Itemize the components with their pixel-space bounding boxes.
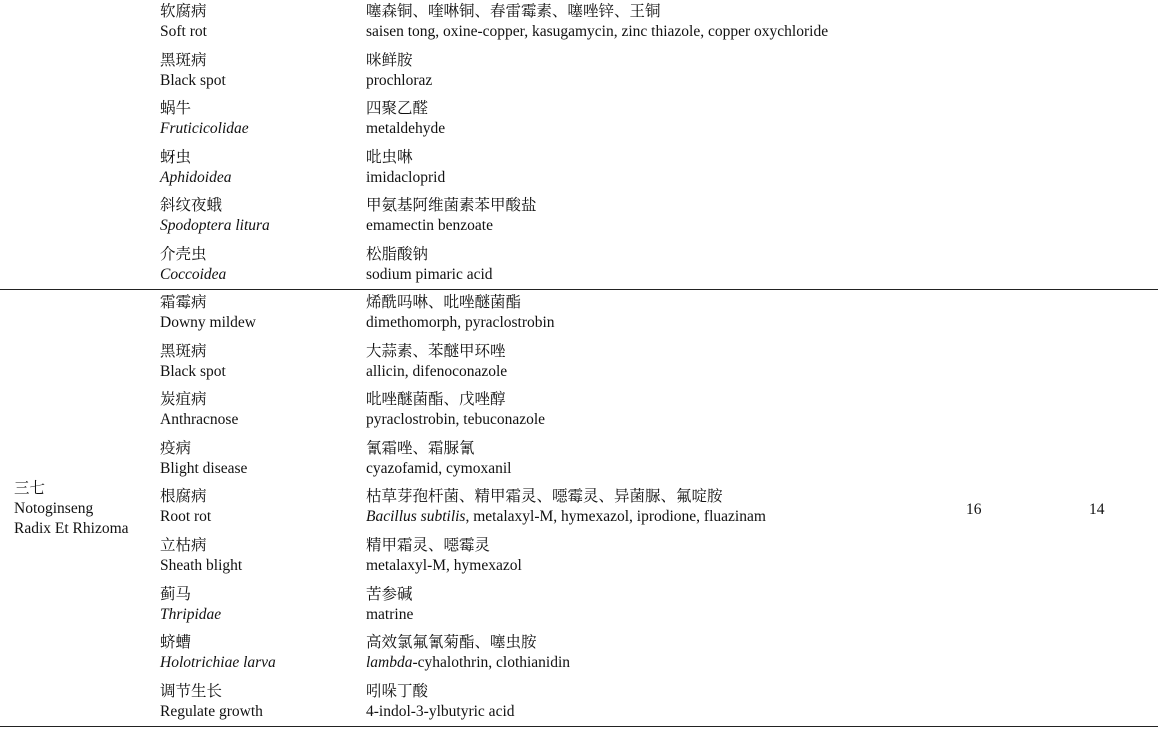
table-row: [0, 244, 1158, 292]
table-row: [0, 486, 1158, 534]
pesticide-name-zh: 苦参碱: [366, 585, 413, 603]
table-row: [0, 292, 1158, 340]
pesticide-name-en-segment: 4-indol-3-ylbutyric acid: [366, 702, 515, 720]
pesticide-name-en-segment: metalaxyl-M, hymexazol: [366, 557, 522, 574]
pesticide-name-en-segment: pyraclostrobin, tebuconazole: [366, 411, 546, 429]
target-name-en: Thripidae: [160, 605, 222, 623]
pesticide-cell: [366, 390, 545, 430]
pesticide-name-en: [366, 216, 537, 236]
target-name-zh: 蛴螬: [160, 634, 192, 652]
pesticide-name-en-segment: imidacloprid: [366, 168, 446, 186]
pesticide-name-zh: 枯草芽孢杆菌、精甲霜灵、噁霉灵、异菌脲、氟啶胺: [366, 488, 723, 506]
target-cell: [160, 536, 242, 576]
pesticide-name-zh: 松脂酸钠: [366, 246, 429, 263]
target-cell: [160, 633, 276, 673]
target-name-en: Blight disease: [160, 459, 248, 477]
target-cell: [160, 293, 256, 333]
pesticide-cell: [366, 342, 507, 382]
target-name-zh: 立枯病: [160, 537, 207, 554]
target-name-zh: 黑斑病: [160, 342, 207, 360]
pesticide-name-en: [366, 71, 432, 91]
pesticide-name-en: [366, 605, 413, 625]
pesticide-name-en: [366, 362, 507, 382]
crop-name-en-line2: Radix Et Rhizoma: [14, 520, 129, 537]
table-row: [0, 341, 1158, 389]
pesticide-cell: [366, 99, 445, 139]
target-name-zh: 介壳虫: [160, 246, 207, 263]
target-name-zh: 调节生长: [160, 682, 223, 700]
pesticide-name-en-segment: saisen tong, oxine-copper, kasugamycin, zinc thiazole, copper oxychloride: [366, 23, 829, 40]
pesticide-cell: [366, 487, 766, 527]
pesticide-name-zh: 烯酰吗啉、吡唑醚菌酯: [366, 294, 522, 311]
table-row: [0, 147, 1158, 195]
pesticide-name-zh: 精甲霜灵、噁霉灵: [366, 537, 491, 554]
table-row: [0, 195, 1158, 243]
pesticide-name-en: [366, 507, 766, 527]
target-cell: [160, 682, 263, 722]
pesticide-cell: [366, 293, 555, 333]
pesticide-name-en: [366, 653, 570, 673]
pesticide-name-zh: 甲氨基阿维菌素苯甲酸盐: [366, 197, 537, 215]
pesticide-name-en-segment: metaldehyde: [366, 120, 446, 138]
pesticide-name-en-segment: -cyhalothrin, clothianidin: [412, 654, 571, 672]
table-row: [0, 584, 1158, 632]
pesticide-name-zh: 吡唑醚菌酯、戊唑醇: [366, 391, 506, 409]
pesticide-cell: [366, 148, 445, 188]
target-name-en: Fruticicolidae: [160, 120, 249, 138]
crop-name-en-line1: Notoginseng: [14, 500, 94, 517]
target-name-zh: 蜗牛: [160, 100, 192, 118]
table-row: [0, 681, 1158, 729]
pesticide-cell: [366, 2, 828, 42]
pesticide-name-en-segment: matrine: [366, 605, 414, 623]
target-name-en: Anthracnose: [160, 411, 239, 429]
target-cell: [160, 245, 226, 285]
pesticide-name-en-segment: Bacillus subtilis: [366, 508, 466, 526]
pesticide-name-en-segment: prochloraz: [366, 71, 433, 89]
target-name-en: Spodoptera litura: [160, 217, 270, 235]
table-row: [0, 389, 1158, 437]
pesticide-name-en-segment: sodium pimaric acid: [366, 266, 493, 283]
target-name-zh: 软腐病: [160, 3, 207, 20]
target-name-en: Downy mildew: [160, 314, 257, 331]
pesticide-cell: [366, 439, 511, 479]
target-name-en: Black spot: [160, 362, 226, 380]
target-name-en: Root rot: [160, 508, 212, 526]
pesticide-cell: [366, 245, 493, 285]
target-name-zh: 蚜虫: [160, 148, 192, 166]
table-bottom-rule: [0, 726, 1158, 727]
pesticide-name-en: [366, 556, 522, 576]
target-name-en: Black spot: [160, 71, 226, 89]
pesticide-name-zh: 大蒜素、苯醚甲环唑: [366, 342, 506, 360]
pesticide-cell: [366, 51, 432, 91]
group-divider: [0, 289, 1158, 290]
target-name-zh: 炭疽病: [160, 391, 207, 409]
pesticide-name-en: [366, 265, 493, 285]
target-name-zh: 黑斑病: [160, 51, 207, 69]
target-name-en: Holotrichiae larva: [160, 654, 276, 672]
table-row: [0, 535, 1158, 583]
target-cell: [160, 390, 238, 430]
target-name-en: Sheath blight: [160, 557, 243, 574]
pesticide-name-zh: 噻森铜、喹啉铜、春雷霉素、噻唑锌、王铜: [366, 3, 661, 20]
pesticide-name-zh: 吡虫啉: [366, 148, 413, 166]
pesticide-name-en-segment: emamectin benzoate: [366, 217, 493, 235]
target-cell: [160, 148, 231, 188]
pesticide-name-en-segment: allicin, difenoconazole: [366, 362, 508, 380]
table-row: [0, 50, 1158, 98]
pesticide-cell: [366, 633, 570, 673]
target-name-zh: 斜纹夜蛾: [160, 197, 223, 215]
target-name-en: Coccoidea: [160, 266, 227, 283]
pesticide-name-en: [366, 168, 445, 188]
pesticide-name-zh: 高效氯氟氰菊酯、噻虫胺: [366, 634, 537, 652]
pesticide-name-en: [366, 459, 511, 479]
target-name-en: Regulate growth: [160, 702, 263, 720]
count-cell-a: 16: [966, 501, 982, 518]
target-cell: [160, 2, 207, 42]
target-name-zh: 疫病: [160, 439, 192, 457]
count-cell-b: 14: [1089, 501, 1105, 518]
target-name-zh: 根腐病: [160, 488, 207, 506]
table-row: [0, 632, 1158, 680]
pesticide-cell: [366, 682, 515, 722]
target-cell: [160, 439, 247, 479]
pesticide-cell: [366, 536, 522, 576]
pesticide-name-en-segment: dimethomorph, pyraclostrobin: [366, 314, 555, 331]
pesticide-name-zh: 咪鲜胺: [366, 51, 413, 69]
target-cell: [160, 51, 226, 91]
pesticide-name-en-segment: lambda: [366, 654, 413, 672]
pesticide-name-en: [366, 313, 555, 333]
pesticide-name-en: [366, 410, 545, 430]
target-cell: [160, 342, 226, 382]
target-cell: [160, 99, 249, 139]
target-cell: [160, 487, 211, 527]
pesticide-name-zh: 吲哚丁酸: [366, 682, 429, 700]
pesticide-cell: [366, 196, 537, 236]
pesticide-name-en: [366, 119, 445, 139]
pesticide-cell: [366, 585, 413, 625]
crop-name-zh: 三七: [14, 480, 46, 497]
pesticide-name-en-segment: cyazofamid, cymoxanil: [366, 459, 512, 477]
pesticide-name-zh: 四聚乙醛: [366, 100, 429, 118]
pesticide-name-en: [366, 22, 828, 42]
target-name-en: Soft rot: [160, 23, 207, 40]
target-name-en: Aphidoidea: [160, 168, 232, 186]
target-cell: [160, 196, 270, 236]
table-row: [0, 1, 1158, 49]
pesticide-name-zh: 氰霜唑、霜脲氰: [366, 439, 475, 457]
target-name-zh: 蓟马: [160, 585, 192, 603]
table-row: [0, 98, 1158, 146]
target-name-zh: 霜霉病: [160, 294, 207, 311]
table-row: [0, 438, 1158, 486]
pesticide-name-en: [366, 702, 515, 722]
pesticide-name-en-segment: , metalaxyl-M, hymexazol, iprodione, fluazinam: [465, 508, 766, 526]
target-cell: [160, 585, 221, 625]
